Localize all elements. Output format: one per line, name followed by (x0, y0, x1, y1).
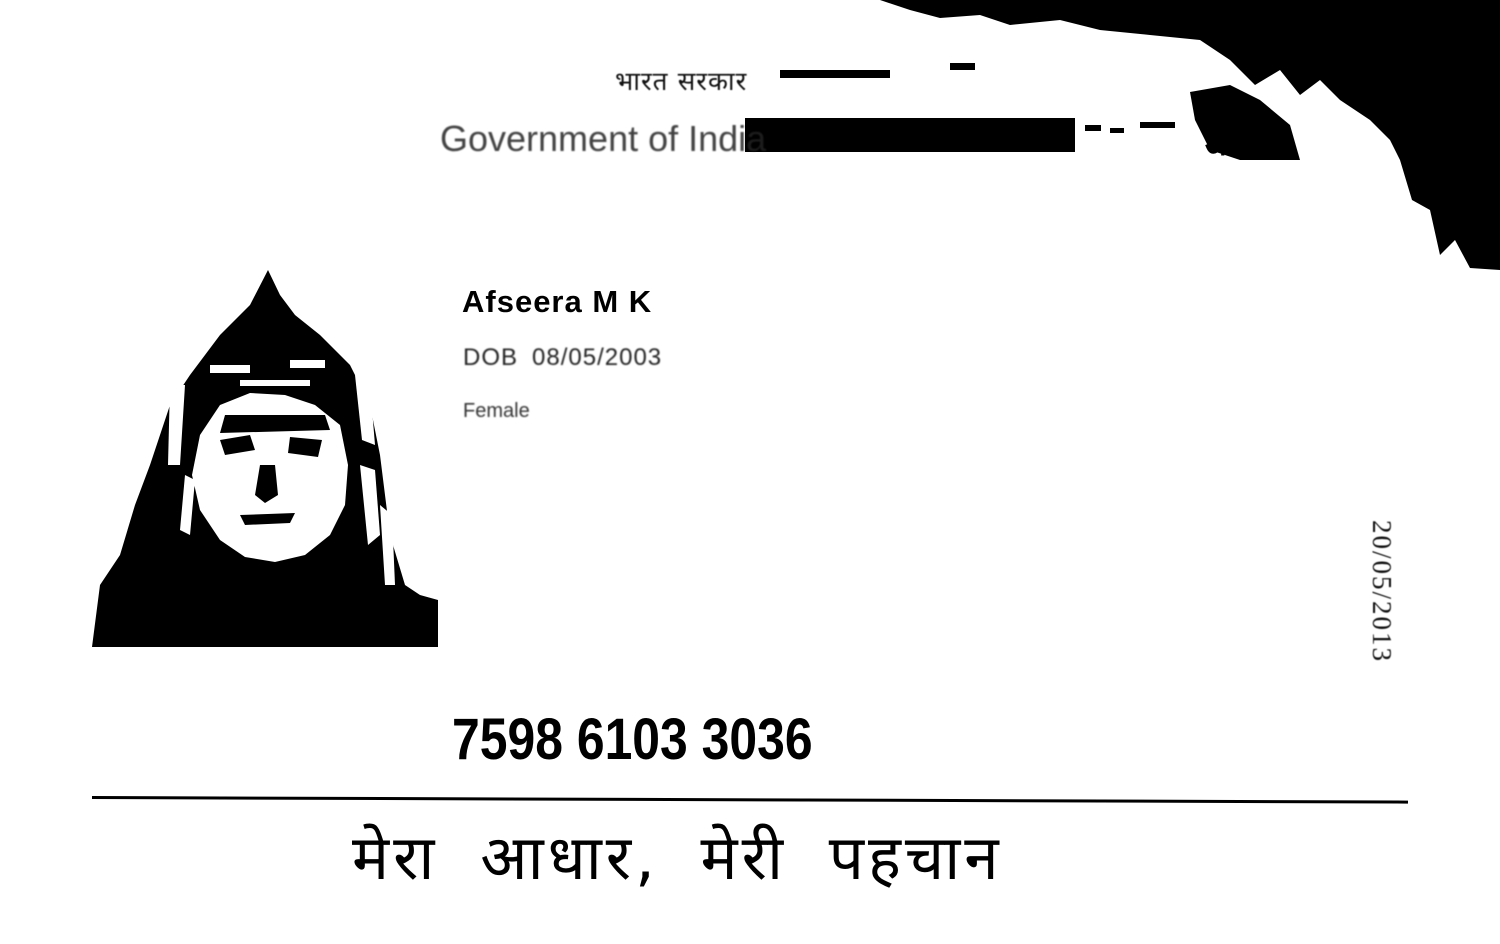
header-english-title: Government of India (440, 118, 767, 159)
dob-label: DOB (463, 344, 519, 371)
holder-gender: Female (463, 400, 530, 422)
footer-tagline: मेरा आधार, मेरी पहचान (352, 821, 1003, 894)
divider-line (92, 796, 1408, 804)
holder-dob (463, 344, 676, 372)
issue-date: 20/05/2013 (1367, 520, 1397, 664)
header-hindi-title: भारत सरकार (615, 67, 748, 97)
aadhaar-number: 7598 6103 3036 (452, 707, 813, 772)
holder-name: Afseera M K (462, 284, 653, 319)
portrait-photo (90, 265, 440, 650)
dob-value: 08/05/2003 (532, 344, 663, 371)
header-aadhaar-label: आधार (1205, 129, 1270, 162)
